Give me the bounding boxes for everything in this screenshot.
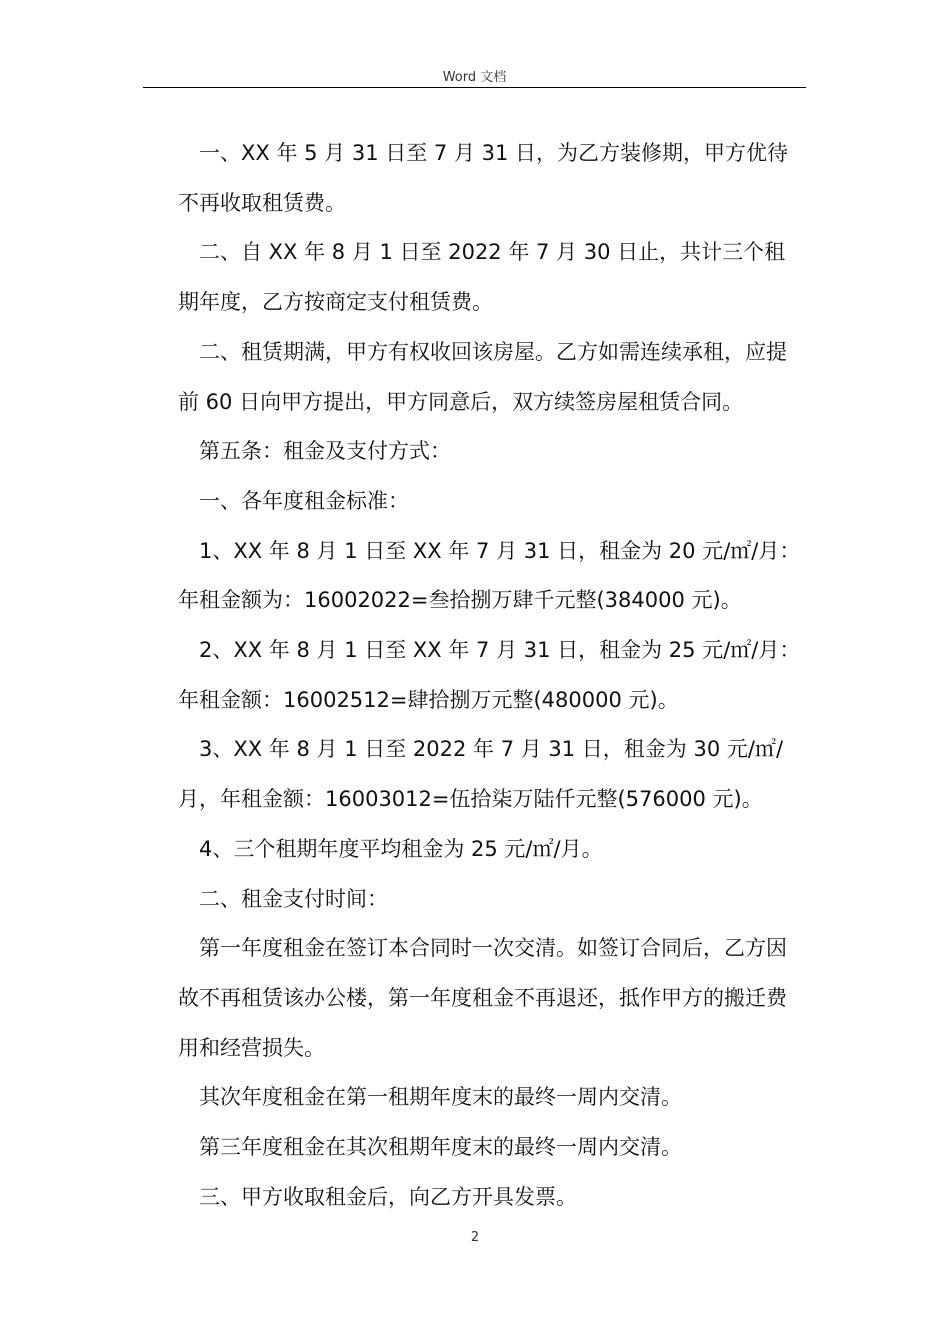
paragraph: 第一年度租金在签订本合同时一次交清。如签订合同后，乙方因故不再租赁该办公楼，第一年度租金不再退还，抵作甲方的搬迁费用和经营损失。: [178, 936, 787, 1060]
list-item: 4、三个租期年度平均租金为 25 元/㎡/月。: [199, 836, 603, 861]
header-divider: [143, 87, 806, 88]
paragraph: 其次年度租金在第一租期年度末的最终一周内交清。: [199, 1085, 682, 1110]
list-item: 2、XX 年 8 月 1 日至 XX 年 7 月 31 日，租金为 25 元/㎡/月：年租金额：16002512=肆拾捌万元整(480000 元)。: [178, 638, 801, 712]
page-header: Word 文档: [442, 70, 507, 85]
paragraph: 二、租金支付时间：: [199, 886, 388, 911]
list-item: 1、XX 年 8 月 1 日至 XX 年 7 月 31 日，租金为 20 元/㎡/月：年租金额为：16002022=叁拾捌万肆千元整(384000 元)。: [178, 538, 801, 613]
paragraph: 第三年度租金在其次租期年度末的最终一周内交清。: [199, 1135, 682, 1160]
page-number: 2: [470, 1230, 480, 1245]
list-item: 3、XX 年 8 月 1 日至 2022 年 7 月 31 日，租金为 30 元/㎡/月，年租金额：16003012=伍拾柒万陆仟元整(576000 元)。: [178, 737, 784, 812]
document-body: [178, 129, 806, 1222]
paragraph: 一、XX 年 5 月 31 日至 7 月 31 日，为乙方装修期，甲方优待不再收取租赁费。: [178, 141, 789, 215]
section-heading: 第五条：租金及支付方式：: [199, 439, 451, 464]
paragraph: 一、各年度租金标准：: [199, 488, 409, 513]
paragraph: 三、甲方收取租金后，向乙方开具发票。: [199, 1184, 577, 1209]
paragraph: 二、租赁期满，甲方有权收回该房屋。乙方如需连续承租，应提前 60 日向甲方提出，甲方同意后，双方续签房屋租赁合同。: [178, 339, 787, 414]
paragraph: 二、自 XX 年 8 月 1 日至 2022 年 7 月 30 日止，共计三个租期年度，乙方按商定支付租赁费。: [178, 240, 786, 315]
